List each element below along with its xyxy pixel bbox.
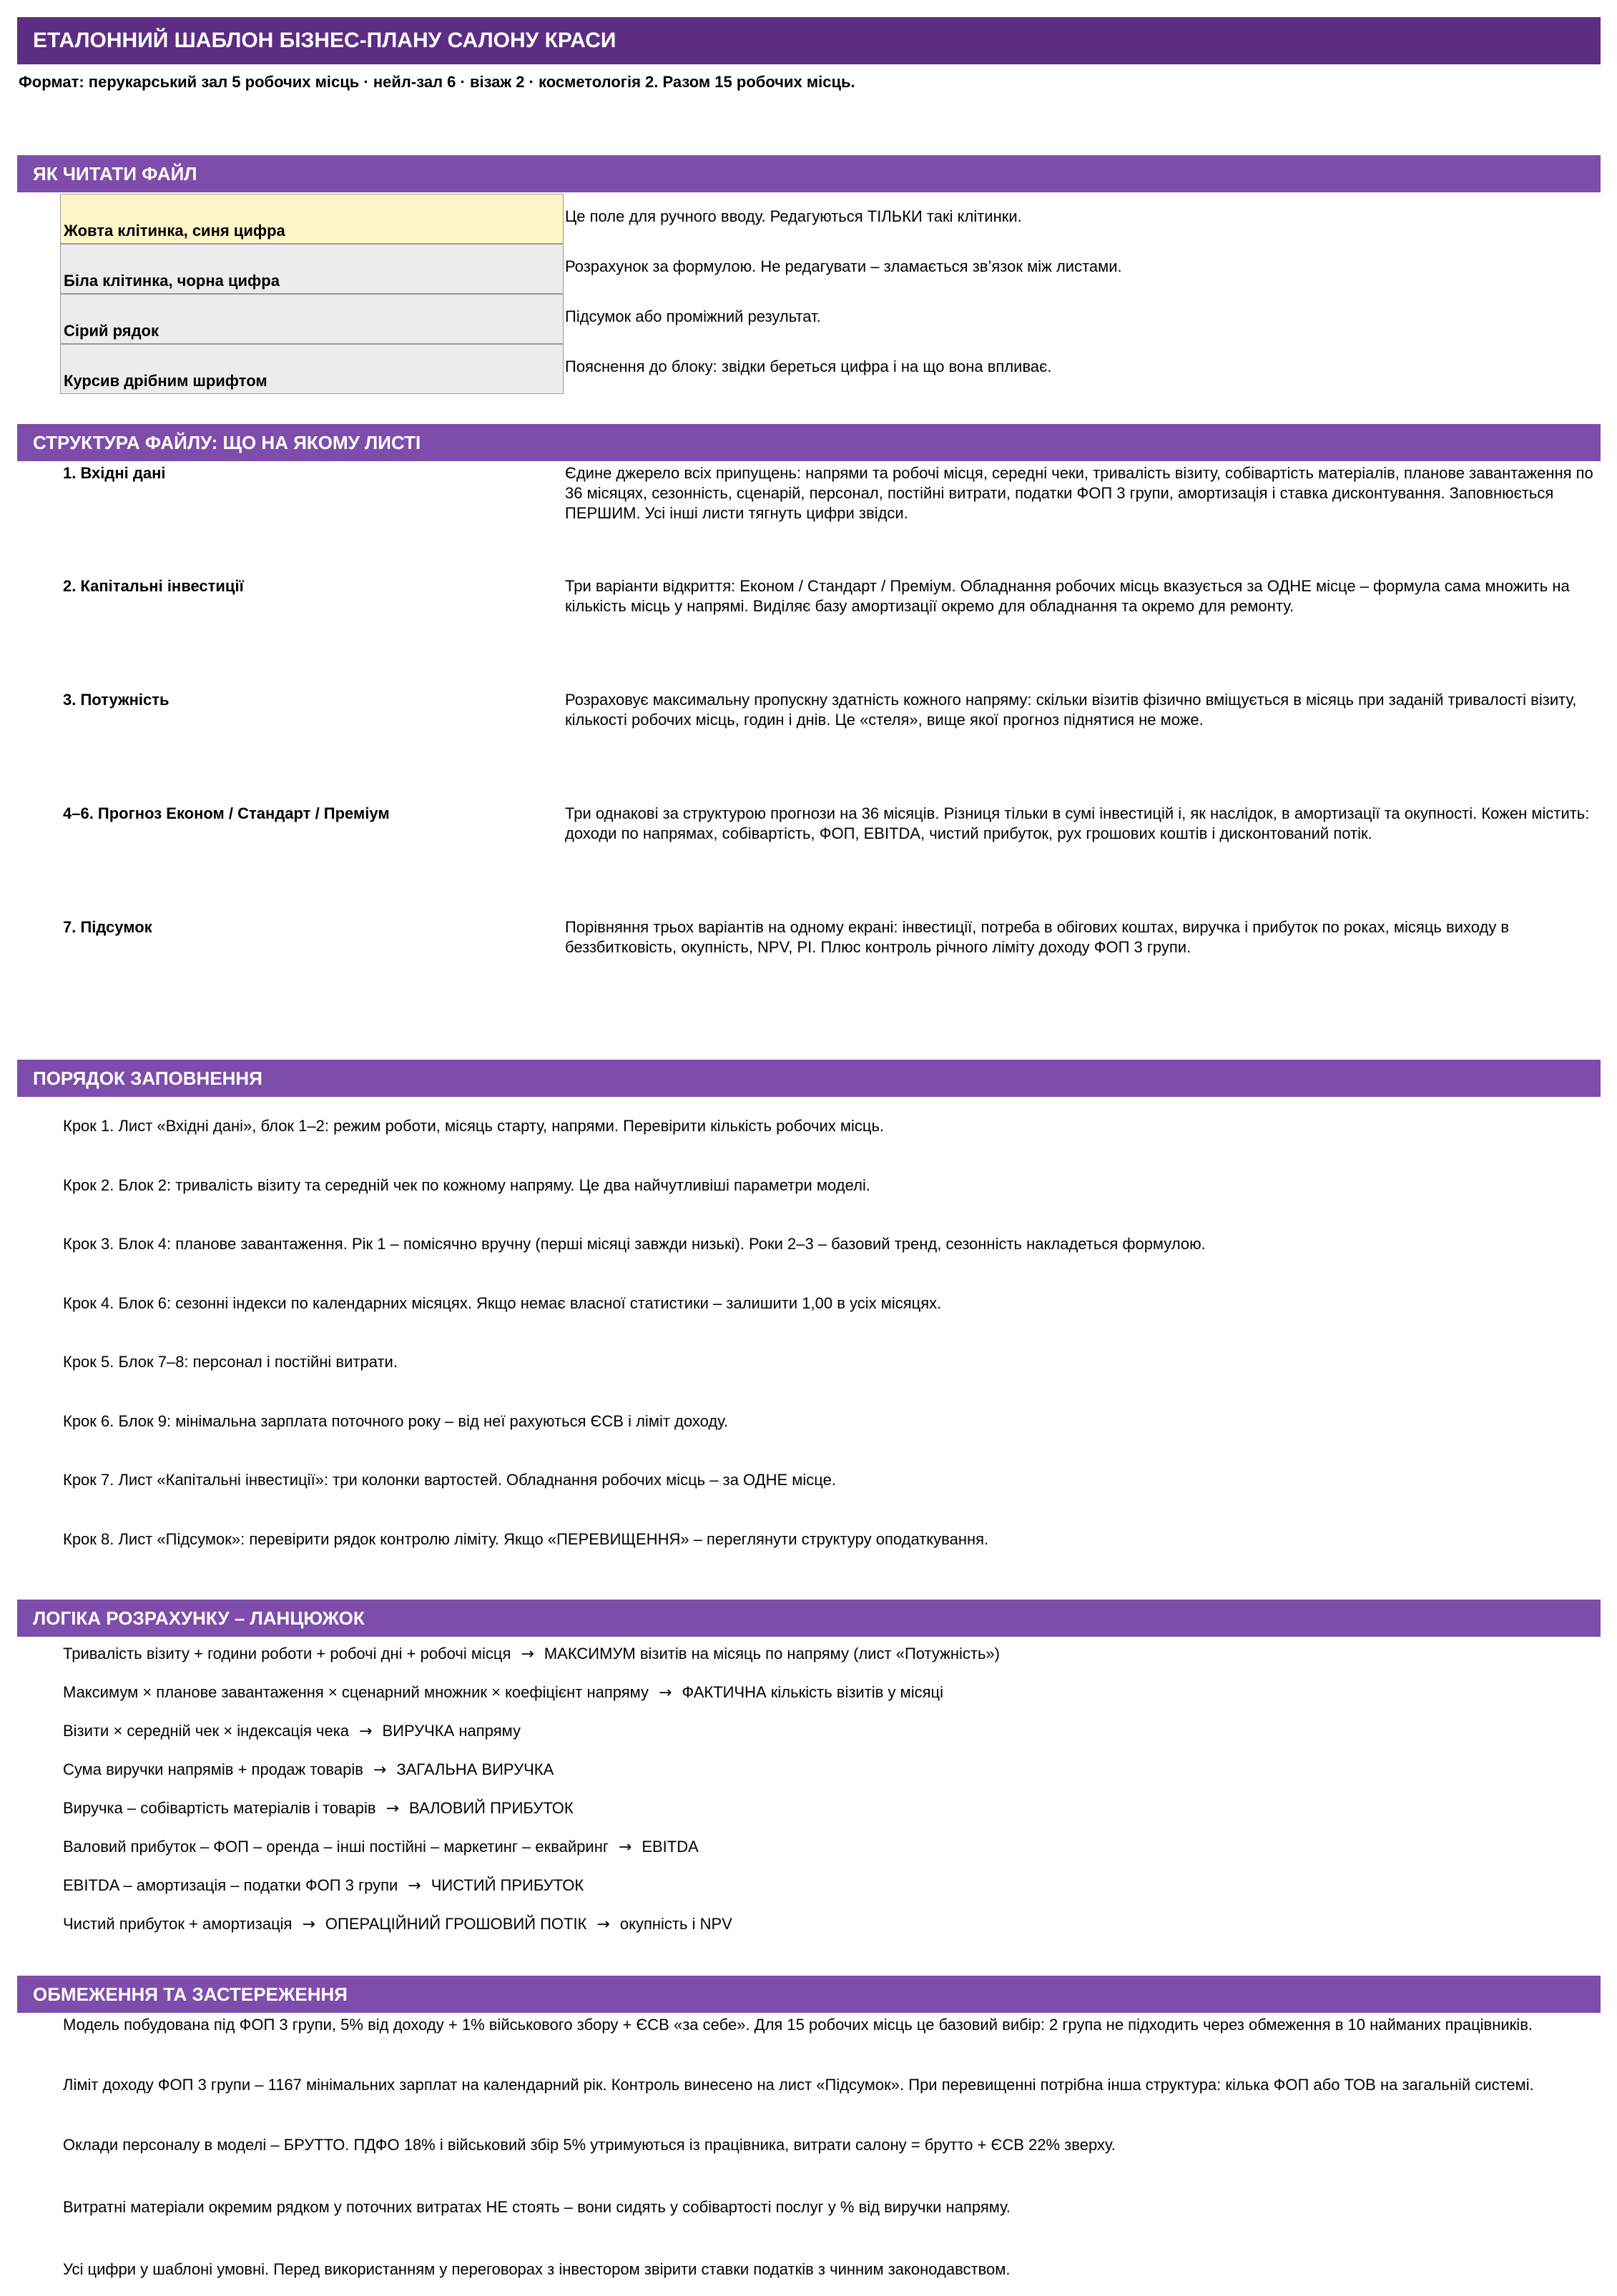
arrow-right-icon: → bbox=[618, 1838, 632, 1856]
legend-desc: Розрахунок за формулою. Не редагувати – зламається зв’язок між листами. bbox=[565, 257, 1122, 275]
limitation-note: Усі цифри у шаблоні умовні. Перед використанням у переговорах з інвестором звірити ставки податків з чинним законодавством. bbox=[63, 2260, 1011, 2278]
limitation-note: Витратні матеріали окремим рядком у поточних витратах НЕ стоять – вони сидять у собівартості послуг у % від виручки напряму. bbox=[63, 2198, 1011, 2216]
legend-desc: Пояснення до блоку: звідки береться цифра і на що вона впливає. bbox=[565, 358, 1052, 375]
arrow-right-icon: → bbox=[302, 1916, 315, 1933]
sheet-name: 1. Вхідні дані bbox=[63, 464, 166, 482]
legend-cell-gray-row bbox=[60, 294, 564, 344]
limitation-note: Оклади персоналу в моделі – БРУТТО. ПДФО 18% і військовий збір 5% утримуються із працівника, витрати салону = брутто + ЄСВ 22% зверху. bbox=[63, 2136, 1116, 2154]
sheet-desc: Три варіанти відкриття: Економ / Стандарт / Преміум. Обладнання робочих місць вказується за ОДНЕ місце – формула сама множить на кількість місць у напрямі. Виділяє базу амортизації окремо для обладнання та окремо для ремонту. bbox=[565, 577, 1570, 615]
fill-step: Крок 8. Лист «Підсумок»: перевірити рядок контролю ліміту. Якщо «ПЕРЕВИЩЕННЯ» – переглянути структуру оподаткування. bbox=[63, 1530, 989, 1548]
logic-chain-row bbox=[63, 1682, 943, 1704]
legend-cell-input bbox=[60, 194, 564, 244]
chain-result: ЗАГАЛЬНА ВИРУЧКА bbox=[396, 1760, 554, 1778]
chain-input: Валовий прибуток – ФОП – оренда – інші постійні – маркетинг – еквайринг bbox=[63, 1838, 609, 1856]
logic-chain-row bbox=[63, 1798, 574, 1820]
logic-chain-row bbox=[63, 1913, 732, 1936]
arrow-right-icon: → bbox=[385, 1800, 400, 1818]
arrow-right-icon: → bbox=[359, 1723, 373, 1740]
legend-label: Жовта клітинка, синя цифра bbox=[64, 222, 285, 240]
chain-input: Сума виручки напрямів + продаж товарів bbox=[63, 1760, 363, 1778]
legend-cell-formula bbox=[60, 244, 564, 294]
chain-input: Тривалість візиту + години роботи + робочі дні + робочі місця bbox=[63, 1645, 511, 1662]
legend-label: Сірий рядок bbox=[64, 322, 159, 340]
chain-result: окупність і NPV bbox=[619, 1915, 732, 1933]
chain-input: Візити × середній чек × індексація чека bbox=[63, 1722, 350, 1740]
sheet-name: 7. Підсумок bbox=[63, 918, 152, 936]
logic-chain-row bbox=[63, 1875, 584, 1897]
sheet-desc: Три однакові за структурою прогнози на 36 місяців. Різниця тільки в сумі інвестицій і, як наслідок, в амортизації та окупності. Кожен містить: доходи по напрямах, собівартість, ФОП, EBITDA, чистий прибуток, рух грошових коштів і дисконтований потік. bbox=[565, 804, 1590, 842]
fill-step: Крок 4. Блок 6: сезонні індекси по календарних місяцях. Якщо немає власної статистики – залишити 1,00 в усіх місяцях. bbox=[63, 1294, 942, 1312]
chain-result: EBITDA bbox=[642, 1838, 699, 1856]
arrow-right-icon: → bbox=[596, 1916, 610, 1933]
sheet-name: 2. Капітальні інвестиції bbox=[63, 577, 244, 595]
chain-input: Максимум × планове завантаження × сценарний множник × коефіцієнт напряму bbox=[63, 1683, 649, 1701]
legend-label: Біла клітинка, чорна цифра bbox=[64, 272, 280, 290]
chain-result: ВАЛОВИЙ ПРИБУТОК bbox=[409, 1799, 574, 1817]
section-header-order: ПОРЯДОК ЗАПОВНЕННЯ bbox=[17, 1060, 1601, 1097]
section-header-structure: СТРУКТУРА ФАЙЛУ: ЩО НА ЯКОМУ ЛИСТІ bbox=[17, 424, 1601, 461]
section-header-limits: ОБМЕЖЕННЯ ТА ЗАСТЕРЕЖЕННЯ bbox=[17, 1976, 1601, 2013]
chain-result: МАКСИМУМ візитів на місяць по напряму (лист «Потужність») bbox=[544, 1645, 1000, 1662]
chain-input: Виручка – собівартість матеріалів і товарів bbox=[63, 1799, 376, 1817]
logic-chain-row bbox=[63, 1759, 554, 1781]
chain-result: ОПЕРАЦІЙНИЙ ГРОШОВИЙ ПОТІК bbox=[325, 1915, 587, 1933]
section-header-logic: ЛОГІКА РОЗРАХУНКУ – ЛАНЦЮЖОК bbox=[17, 1600, 1601, 1637]
fill-step: Крок 6. Блок 9: мінімальна зарплата поточного року – від неї рахуються ЄСВ і ліміт доходу. bbox=[63, 1412, 729, 1430]
sheet-desc: Порівняння трьох варіантів на одному екрані: інвестиції, потреба в обігових коштах, виручка і прибуток по роках, місяць виходу в беззбитковість, окупність, NPV, PI. Плюс контроль річного ліміту доходу ФОП 3 групи. bbox=[565, 918, 1510, 956]
logic-chain-row bbox=[63, 1720, 521, 1743]
chain-input: Чистий прибуток + амортизація bbox=[63, 1915, 293, 1933]
legend-cell-italic bbox=[60, 344, 564, 394]
arrow-right-icon: → bbox=[373, 1761, 387, 1779]
sheet-name: 3. Потужність bbox=[63, 691, 169, 709]
chain-input: EBITDA – амортизація – податки ФОП 3 групи bbox=[63, 1876, 398, 1894]
sheet-desc: Розраховує максимальну пропускну здатність кожного напряму: скільки візитів фізично вміщується в місяць при заданій тривалості візиту, кількості робочих місць, годин і днів. Це «стеля», вище якої прогноз піднятися не може. bbox=[565, 691, 1577, 729]
fill-step: Крок 3. Блок 4: планове завантаження. Рік 1 – помісячно вручну (перші місяці завжди низькі). Роки 2–3 – базовий тренд, сезонність накладеться формулою. bbox=[63, 1235, 1206, 1253]
chain-result: ФАКТИЧНА кількість візитів у місяці bbox=[682, 1683, 944, 1701]
format-subtitle: Формат: перукарський зал 5 робочих місць · нейл-зал 6 · візаж 2 · косметологія 2. Разом 15 робочих місць. bbox=[19, 73, 855, 91]
legend-desc: Підсумок або проміжний результат. bbox=[565, 307, 821, 325]
arrow-right-icon: → bbox=[521, 1645, 534, 1663]
chain-result: ЧИСТИЙ ПРИБУТОК bbox=[431, 1876, 584, 1894]
logic-chain-row bbox=[63, 1643, 1000, 1665]
sheet-name: 4–6. Прогноз Економ / Стандарт / Преміум bbox=[63, 804, 390, 822]
logic-chain-row bbox=[63, 1836, 699, 1858]
page-title: ЕТАЛОННИЙ ШАБЛОН БІЗНЕС-ПЛАНУ САЛОНУ КРАСИ bbox=[17, 17, 1601, 64]
chain-result: ВИРУЧКА напряму bbox=[382, 1722, 521, 1740]
limitation-note: Ліміт доходу ФОП 3 групи – 1167 мінімальних зарплат на календарний рік. Контроль винесено на лист «Підсумок». При перевищенні потрібна інша структура: кілька ФОП або ТОВ на загальній системі. bbox=[63, 2076, 1534, 2094]
legend-desc: Це поле для ручного вводу. Редагуються ТІЛЬКИ такі клітинки. bbox=[565, 207, 1022, 225]
arrow-right-icon: → bbox=[659, 1684, 672, 1702]
arrow-right-icon: → bbox=[408, 1877, 421, 1895]
fill-step: Крок 1. Лист «Вхідні дані», блок 1–2: режим роботи, місяць старту, напрями. Перевірити кількість робочих місць. bbox=[63, 1117, 885, 1135]
fill-step: Крок 7. Лист «Капітальні інвестиції»: три колонки вартостей. Обладнання робочих місць – за ОДНЕ місце. bbox=[63, 1471, 836, 1489]
limitation-note: Модель побудована під ФОП 3 групи, 5% від доходу + 1% військового збору + ЄСВ «за себе». Для 15 робочих місць це базовий вибір: 2 група не підходить через обмеження в 10 найманих працівників. bbox=[63, 2016, 1533, 2034]
sheet-desc: Єдине джерело всіх припущень: напрями та робочі місця, середні чеки, тривалість візиту, собівартість матеріалів, планове завантаження по 36 місяцях, сезонність, сценарій, персонал, постійні витрати, податки ФОП 3 групи, амортизація і ставка дисконтування. Заповнюється ПЕРШИМ. Усі інші листи тягнуть цифри звідси. bbox=[565, 464, 1593, 522]
legend-label: Курсив дрібним шрифтом bbox=[64, 372, 267, 390]
section-header-how-to-read: ЯК ЧИТАТИ ФАЙЛ bbox=[17, 155, 1601, 192]
fill-step: Крок 2. Блок 2: тривалість візиту та середній чек по кожному напряму. Це два найчутливіші параметри моделі. bbox=[63, 1176, 870, 1194]
fill-step: Крок 5. Блок 7–8: персонал і постійні витрати. bbox=[63, 1353, 398, 1371]
